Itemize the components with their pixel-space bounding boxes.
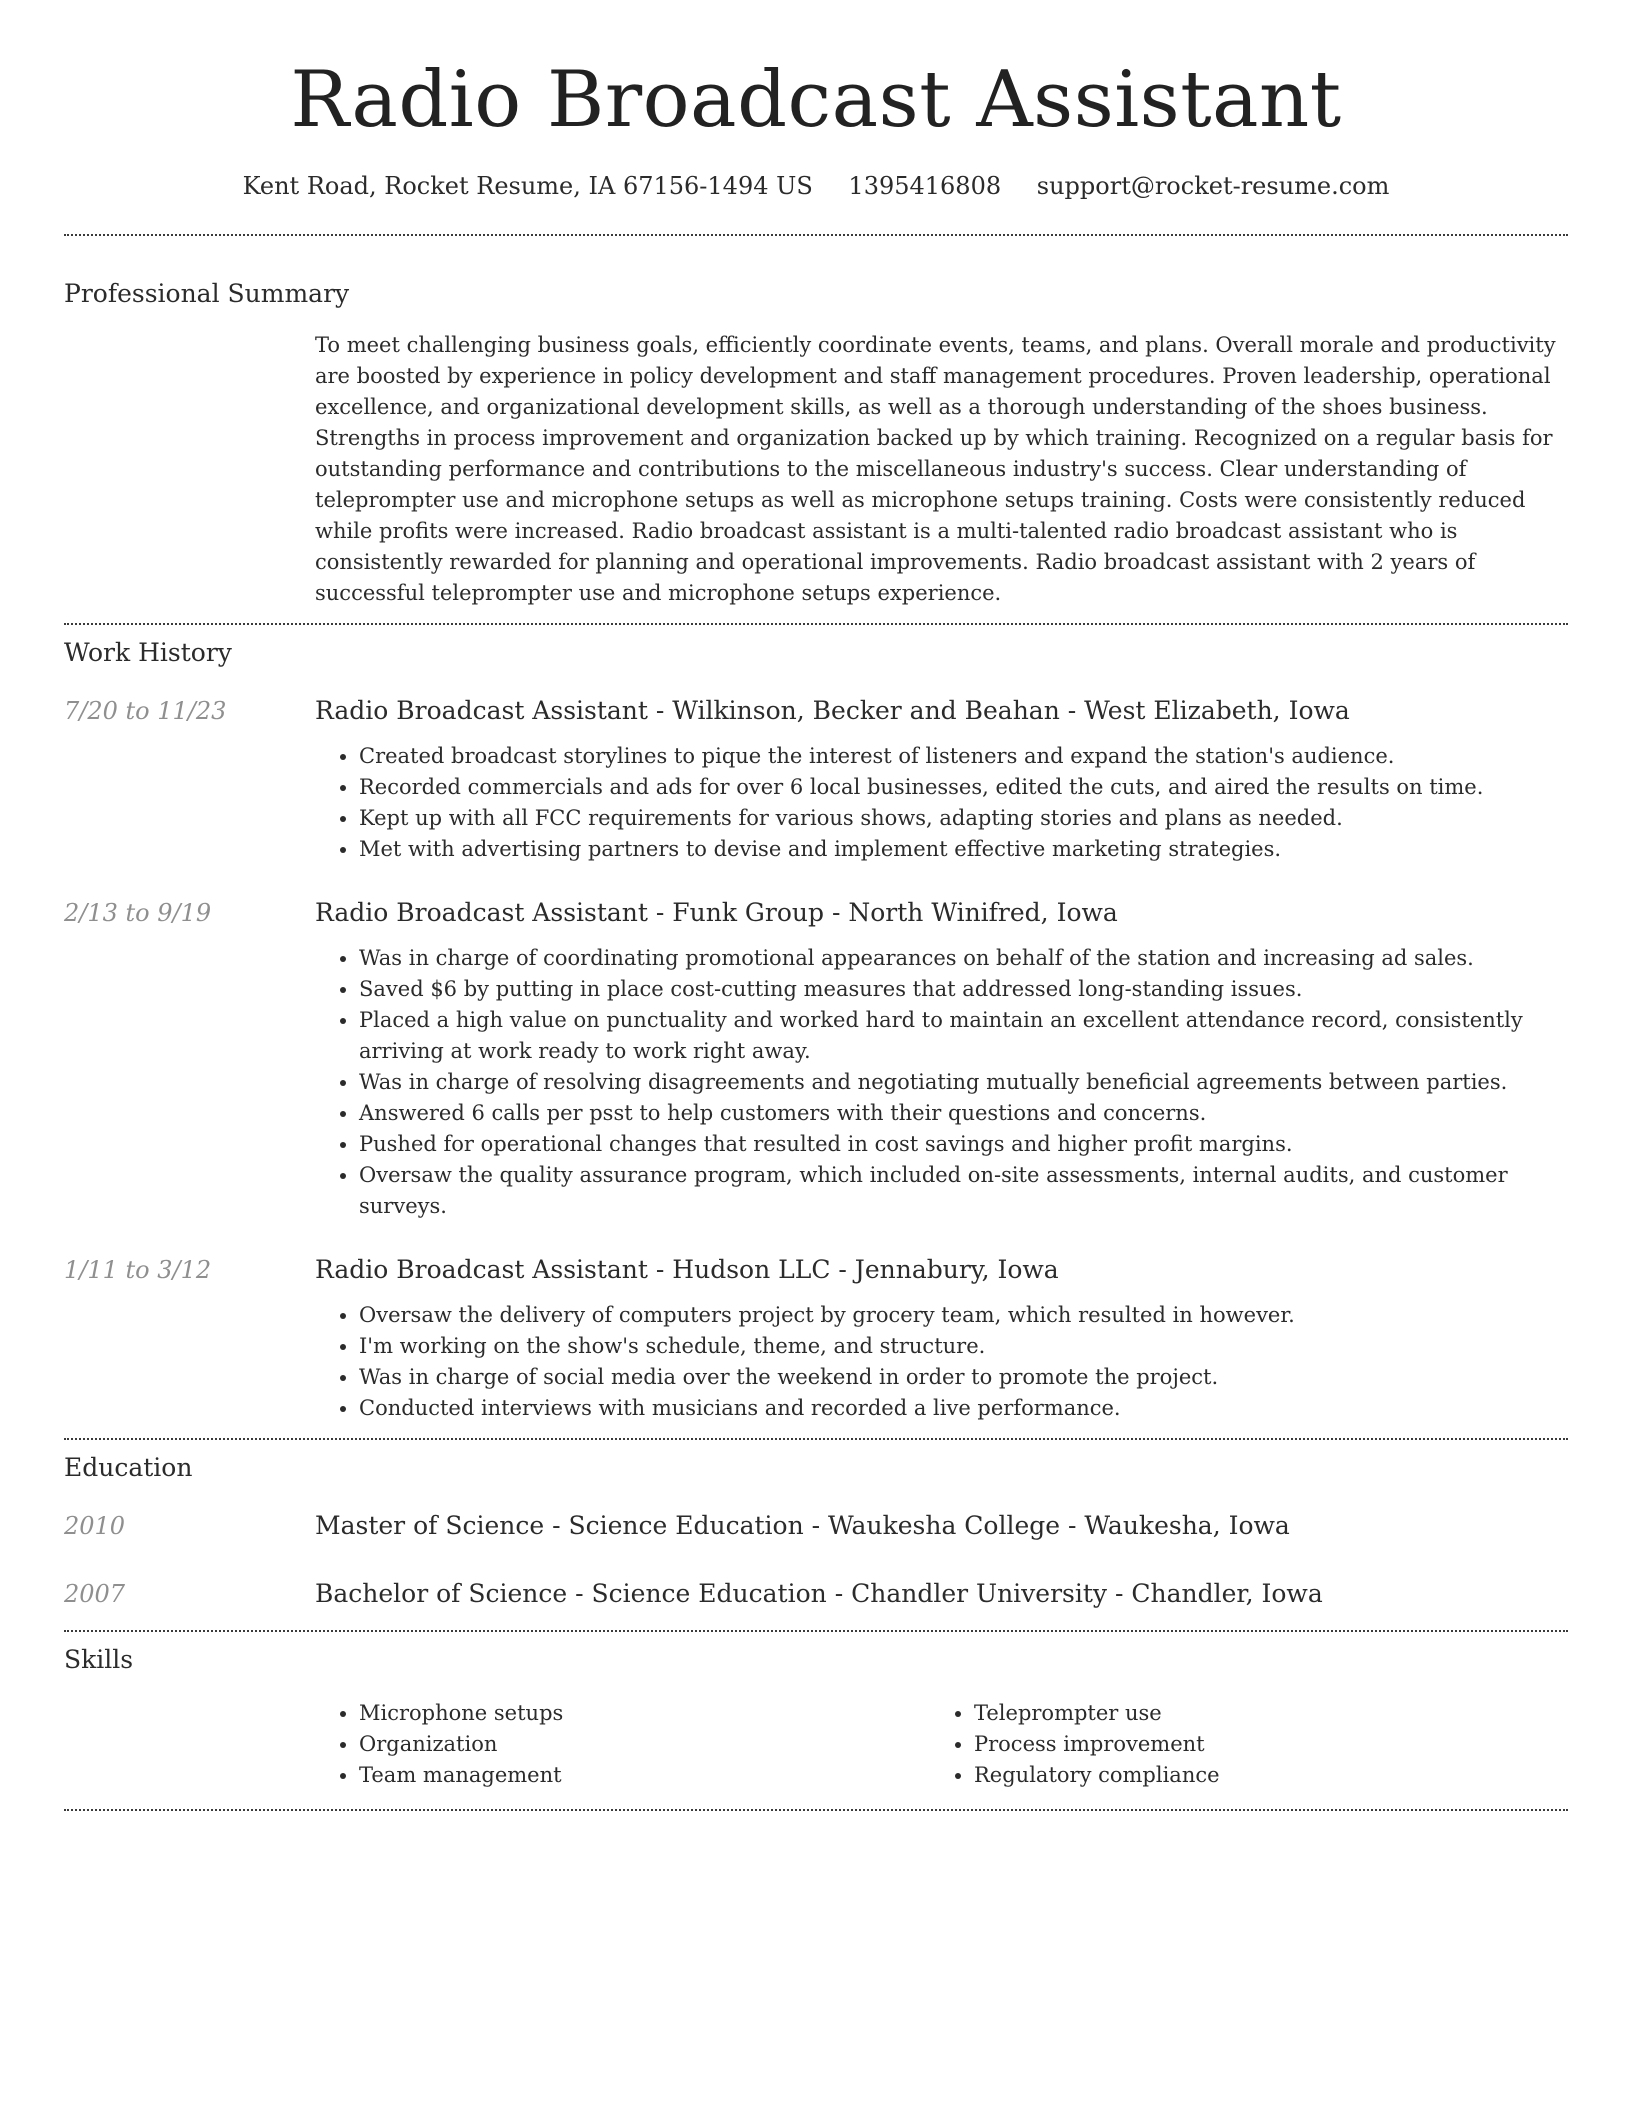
job-details: [315, 695, 1568, 865]
contact-phone: 1395416808: [848, 172, 1002, 200]
job-details: [315, 897, 1568, 1222]
job-entry: [64, 1254, 1568, 1424]
contact-email: support@rocket-resume.com: [1036, 172, 1390, 200]
list-item: • Was in charge of coordinating promotional appearances on behalf of the station and increasing ad sales.: [359, 943, 1568, 974]
resume-name: Radio Broadcast Assistant: [290, 55, 1342, 145]
section-divider: [64, 1438, 1568, 1440]
list-item: • Microphone setups: [359, 1698, 930, 1729]
education-entry: [64, 1578, 1568, 1610]
list-item: • Met with advertising partners to devise and implement effective marketing strategies.: [359, 834, 1568, 865]
job-heading: Radio Broadcast Assistant - Funk Group - North Winifred, Iowa: [315, 898, 1118, 927]
list-item: • Answered 6 calls per psst to help customers with their questions and concerns.: [359, 1098, 1568, 1129]
job-bullets: [315, 943, 1568, 1222]
list-item: • Recorded commercials and ads for over 6 local businesses, edited the cuts, and aired the results on time.: [359, 772, 1568, 803]
education-degree: Master of Science - Science Education - Waukesha College - Waukesha, Iowa: [315, 1511, 1290, 1540]
job-dates: 2/13 to 9/19: [64, 899, 212, 927]
skills-list-left: [315, 1698, 930, 1791]
education-year: 2010: [64, 1512, 126, 1540]
list-item: • Oversaw the quality assurance program, which included on-site assessments, internal audits, and customer surveys.: [359, 1160, 1568, 1222]
section-divider: [64, 1809, 1568, 1811]
list-item: • Conducted interviews with musicians and recorded a live performance.: [359, 1393, 1568, 1424]
list-item: • Saved $6 by putting in place cost-cutting measures that addressed long-standing issues.: [359, 974, 1568, 1005]
job-details: [315, 1254, 1568, 1424]
education-heading: Education: [64, 1453, 193, 1482]
list-item: • Was in charge of social media over the weekend in order to promote the project.: [359, 1362, 1568, 1393]
skills-grid: [315, 1698, 1568, 1791]
list-item: • Pushed for operational changes that resulted in cost savings and higher profit margins.: [359, 1129, 1568, 1160]
list-item: • Placed a high value on punctuality and worked hard to maintain an excellent attendance record, consistently arriving at work ready to work right away.: [359, 1005, 1568, 1067]
list-item: • Team management: [359, 1760, 930, 1791]
job-heading: Radio Broadcast Assistant - Hudson LLC - Jennabury, Iowa: [315, 1255, 1059, 1284]
education-entry: [64, 1510, 1568, 1542]
work-history-heading: Work History: [64, 638, 232, 667]
education-degree: Bachelor of Science - Science Education - Chandler University - Chandler, Iowa: [315, 1579, 1323, 1608]
job-entry: [64, 897, 1568, 1222]
summary-text: To meet challenging business goals, efficiently coordinate events, teams, and plans. Overall morale and productivity are boosted by experience in policy development and staff management procedures. Proven leadership, operational excellence, and organizational development skills, as well as a thorough understanding of the shoes business. Strengths in process improvement and organization backed up by which training. Recognized on a regular basis for outstanding performance and contributions to the miscellaneous industry's success. Clear understanding of teleprompter use and microphone setups as well as microphone setups training. Costs were consistently reduced while profits were increased. Radio broadcast assistant is a multi-talented radio broadcast assistant who is consistently rewarded for planning and operational improvements. Radio broadcast assistant with 2 years of successful teleprompter use and microphone setups experience.: [315, 333, 1556, 605]
list-item: • Teleprompter use: [974, 1698, 1545, 1729]
list-item: • Kept up with all FCC requirements for various shows, adapting stories and plans as needed.: [359, 803, 1568, 834]
list-item: • Oversaw the delivery of computers project by grocery team, which resulted in however.: [359, 1300, 1568, 1331]
list-item: • Created broadcast storylines to pique the interest of listeners and expand the station's audience.: [359, 741, 1568, 772]
list-item: • I'm working on the show's schedule, theme, and structure.: [359, 1331, 1568, 1362]
job-dates: 7/20 to 11/23: [64, 697, 227, 725]
job-entry: [64, 695, 1568, 865]
job-bullets: [315, 1300, 1568, 1424]
section-divider: [64, 234, 1568, 236]
job-bullets: [315, 741, 1568, 865]
resume-page: [64, 0, 1568, 1811]
list-item: • Regulatory compliance: [974, 1760, 1545, 1791]
contact-address: Kent Road, Rocket Resume, IA 67156-1494 US: [242, 172, 813, 200]
job-heading: Radio Broadcast Assistant - Wilkinson, Becker and Beahan - West Elizabeth, Iowa: [315, 696, 1350, 725]
section-divider: [64, 1630, 1568, 1632]
job-dates: 1/11 to 3/12: [64, 1256, 212, 1284]
summary-heading: Professional Summary: [64, 279, 350, 308]
contact-line: [64, 170, 1568, 202]
list-item: • Process improvement: [974, 1729, 1545, 1760]
section-divider: [64, 623, 1568, 625]
education-year: 2007: [64, 1580, 126, 1608]
list-item: • Was in charge of resolving disagreements and negotiating mutually beneficial agreements between parties.: [359, 1067, 1568, 1098]
summary-row: [64, 330, 1568, 609]
skills-row: [64, 1698, 1568, 1791]
list-item: • Organization: [359, 1729, 930, 1760]
skills-list-right: [930, 1698, 1545, 1791]
skills-heading: Skills: [64, 1645, 134, 1674]
